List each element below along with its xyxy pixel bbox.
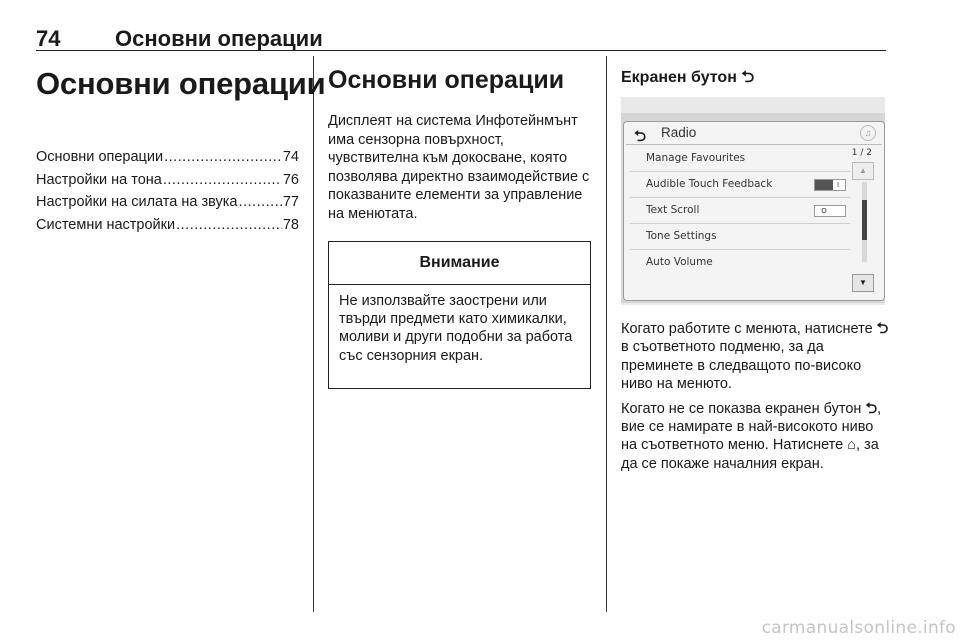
text-run: Когато не се показва екранен бутон [621,400,866,417]
page-number: 74 [36,26,61,51]
screen-back-icon[interactable]: ⮌ [634,128,647,145]
scrollbar-track[interactable] [862,182,867,262]
chapter-title: Основни операции [36,66,326,101]
screen-bezel [621,113,885,303]
back-icon: ⮌ [741,69,755,86]
scroll-down-button[interactable]: ▼ [852,274,874,292]
toc-entry[interactable] [36,169,299,192]
toc-entry-page: 76 [282,171,299,188]
subsection-title-text: Екранен бутон [621,69,737,86]
column-divider-1 [313,56,314,612]
screen-menu-item[interactable] [630,146,850,172]
toc-entry[interactable] [36,191,299,214]
screen-title-separator [626,144,882,145]
back-icon: ⮌ [876,321,889,337]
screen-menu-item-label: Auto Volume [646,256,713,268]
music-note-icon: ♫ [860,125,876,141]
text-run: , за да се покаже началния екран. [621,437,879,472]
scrollbar-thumb[interactable] [862,200,867,240]
toc-leader-dots [163,169,282,192]
text-run: в съответното подменю, за да преминете в следващото по-високо ниво на менюто. [621,339,862,393]
toc-entry-label: Настройки на силата на звука [36,194,238,210]
toc-entry-page: 74 [282,149,299,165]
toc-entry[interactable] [36,214,299,237]
screen-menu-item[interactable] [630,224,850,250]
screen-menu-item-label: Manage Favourites [646,152,746,164]
caution-text: Не използвайте заострени или твърди предмети като химикалки, моливи и други подобни за работа със сензорния екран. [339,293,573,364]
toggle-switch-on[interactable] [814,179,846,191]
watermark: carmanualsonline.info [761,618,956,638]
page-indicator: 1 / 2 [851,148,872,158]
paragraph [621,400,889,474]
text-run: , вие се намирате в най-високото ниво на съответното меню. Натиснете [621,400,882,454]
subsection-body [621,320,889,479]
infotainment-screenshot [621,97,885,305]
running-header: Основни операции [115,26,323,51]
screen-menu-item-label: Tone Settings [646,230,717,242]
toc-leader-dots [238,191,281,214]
back-icon: ⮌ [865,400,878,417]
screen-menu-item[interactable] [630,172,850,198]
table-of-contents [36,146,299,236]
text-run: Когато работите с менюта, натиснете [621,321,877,337]
screen-menu-item-label: Audible Touch Feedback [646,178,773,190]
screen-menu-item[interactable] [630,250,850,275]
header-rule [36,50,886,51]
toggle-switch-off[interactable] [814,205,846,217]
toc-entry-label: Настройки на тона [36,171,162,188]
home-icon: ⌂ [847,437,856,454]
section-body: Дисплеят на система Инфотейнмънт има сензорна повърхност, чувствителна към докосване, която позволява директно взаимодействие с показваните елементи за управление на менютата. [328,113,590,222]
toggle-label: I [836,181,840,189]
column-divider-2 [606,56,607,612]
toc-leader-dots [164,146,282,169]
toggle-label: O [821,207,827,215]
screen-menu-list [630,146,850,275]
toc-leader-dots [176,214,282,237]
toc-entry-page: 78 [282,216,299,233]
screen-menu-item-label: Text Scroll [646,204,700,216]
caution-heading: Внимание [329,242,590,285]
screen-menu-item[interactable] [630,198,850,224]
toc-entry-page: 77 [282,194,299,210]
toc-entry[interactable] [36,146,299,169]
screen-display [623,121,885,301]
screen-title: Radio [661,125,697,140]
toc-entry-label: Системни настройки [36,216,176,233]
caution-box [328,241,591,389]
subsection-title [621,66,754,93]
section-title: Основни операции [328,66,565,94]
toc-entry-label: Основни операции [36,149,164,165]
paragraph [621,320,889,394]
scroll-up-button[interactable]: ▲ [852,162,874,180]
